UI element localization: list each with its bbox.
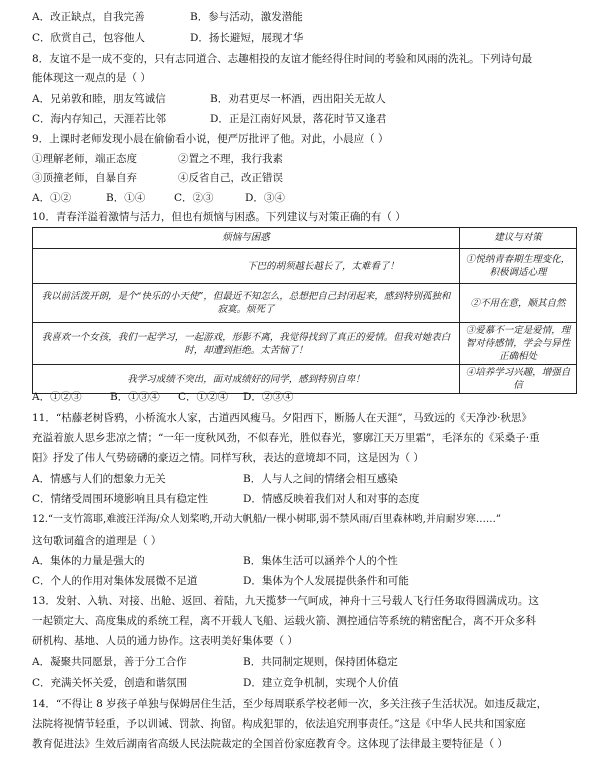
q12-stem-line2: 这句歌词蕴含的道理是（ ） xyxy=(32,535,162,547)
q9-answer-a: A．①② xyxy=(32,192,72,204)
q9-stem: 9．上课时老师发现小晨在偷偷看小说，便严厉批评了他。对此，小晨应（ ） xyxy=(32,133,389,145)
q9-answer-d: D．③④ xyxy=(245,192,285,204)
q9-item-4: ④反省自己，改正错误 xyxy=(178,172,283,184)
q11-stem-line3: 阳》抒发了伟人气势磅礴的豪迈之情。同样写秋，表达的意境却不同，这是因为（ ） xyxy=(32,452,424,464)
table-cell: 我喜欢一个女孩，我们一起学习，一起游戏，形影不离，我觉得找到了真正的爱情。但我对她表白时，却遭到拒绝。太苦恼了！ xyxy=(33,323,460,365)
table-cell: ③爱慕不一定是爱情，理智对待感情，学会与异性正确相处 xyxy=(460,323,577,365)
q11-option-d: D．情感反映着我们对人和对事的态度 xyxy=(243,493,420,505)
q12-stem-line1: 12.“一支竹篙耶,难渡汪洋海/众人划桨哟,开动大帆船/一棵小树耶,弱不禁风雨/百里森林哟,并肩耐岁寒……” xyxy=(32,514,501,525)
q12-option-d: D．集体为个人发展提供条件和可能 xyxy=(243,575,409,587)
q12-option-c: C．个人的作用对集体发展微不足道 xyxy=(32,575,198,587)
q10-stem: 10．青春洋溢着激情与活力，但也有烦恼与困惑。下列建议与对策正确的有（ ） xyxy=(32,211,406,223)
q11-option-c: C．情绪受周围环境影响且具有稳定性 xyxy=(32,493,209,505)
q10-answer-c: C．①②④ xyxy=(178,391,229,403)
q13-stem-line3: 研机构、基地、人员的通力协作。这表明美好集体要（ ） xyxy=(32,635,298,647)
q14-stem-line2: 法院将视情节轻重，予以训诫、罚款、拘留。构成犯罪的，依法追究刑事责任。”这是《中华人民共和国家庭 xyxy=(32,718,526,730)
q7-option-c: C．欣赏自己，包容他人 xyxy=(32,32,146,44)
q10-answer-a: A．①②③ xyxy=(32,391,82,403)
q9-answer-c: C．②③ xyxy=(174,192,214,204)
table-cell: 我以前活泼开朗，是个“快乐的小天使”，但最近不知怎么，总想把自己封闭起来，感到特别孤独和寂寞。烦死了 xyxy=(33,284,460,323)
table-row xyxy=(33,249,577,284)
q14-stem-line1: 14．“不得让 8 岁孩子单独与保姆居住生活，至少每周联系学校老师一次，多关注孩子生活状况。如违反裁定， xyxy=(32,698,548,710)
q13-option-c: C．充满关怀关爱，创造和谐氛围 xyxy=(32,677,188,689)
q7-option-b: B．参与活动，激发潜能 xyxy=(190,11,303,23)
q13-option-b: B．共同制定规则，保持团体稳定 xyxy=(243,656,398,668)
table-header-row xyxy=(33,228,577,249)
q8-option-c: C．海内存知己，天涯若比邻 xyxy=(32,113,167,125)
table-header-cell: 建议与对策 xyxy=(460,228,577,249)
table-row xyxy=(33,323,577,365)
q9-item-2: ②置之不理，我行我素 xyxy=(178,153,283,165)
q11-option-b: B．人与人之间的情绪会相互感染 xyxy=(243,473,398,485)
table-cell: ①悦纳青春期生理变化，积极调适心理 xyxy=(460,249,577,284)
table-cell: 下巴的胡须越长越长了，太难看了！ xyxy=(33,249,460,284)
q14-stem-line3: 教育促进法》生效后湖南省高级人民法院裁定的全国首份家庭教育令。这体现了法律最主要特征是（ ） xyxy=(32,738,508,750)
q12-option-a: A．集体的力量是强大的 xyxy=(32,555,145,567)
q9-item-1: ①理解老师，端正态度 xyxy=(32,153,137,165)
q8-stem-line1: 8．友谊不是一成不变的，只有志同道合、志趣相投的友谊才能经得住时间的考验和风雨的洗礼。下列诗句最 xyxy=(32,53,533,65)
q11-option-a: A．情感与人们的想象力无关 xyxy=(32,473,166,485)
q10-table xyxy=(32,227,577,394)
q12-option-b: B．集体生活可以涵养个人的个性 xyxy=(243,555,398,567)
q8-option-d: D．正是江南好风景，落花时节又逢君 xyxy=(210,113,387,125)
q13-option-d: D．建立竞争机制，实现个人价值 xyxy=(243,677,399,689)
q8-stem-line2: 能体现这一观点的是（ ） xyxy=(32,72,151,84)
q11-stem-line1: 11．“枯藤老树昏鸦，小桥流水人家，古道西风瘦马。夕阳西下，断肠人在天涯”，马致远的《天净沙·秋思》 xyxy=(32,412,532,424)
table-cell: ④培养学习兴趣，增强自信 xyxy=(460,365,577,394)
q13-stem-line2: 一起锁定大、高度集成的系统工程，离不开载人飞船、运载火箭、测控通信等系统的精密配合，离不开众多科 xyxy=(32,615,536,627)
q10-answer-b: B．①③④ xyxy=(110,391,160,403)
q8-option-b: B．劝君更尽一杯酒，西出阳关无故人 xyxy=(210,93,386,105)
q10-answer-d: D．②③④ xyxy=(243,391,294,403)
q7-option-d: D．扬长避短，展现才华 xyxy=(190,32,304,44)
q8-option-a: A．兄弟敦和睦，朋友笃诚信 xyxy=(32,93,166,105)
q11-stem-line2: 充溢着旅人思乡悲凉之情；“一年一度秋风劲，不似春光，胜似春光，寥廓江天万里霜”，毛泽东的《采桑子·重 xyxy=(32,432,540,444)
q9-answer-b: B．①④ xyxy=(106,192,146,204)
table-cell: ②不用在意，顺其自然 xyxy=(460,284,577,323)
q13-stem-line1: 13．发射、入轨、对接、出舱、返回、着陆，九天揽梦一气呵成，神舟十三号载人飞行任务取得圆满成功。这 xyxy=(32,595,539,607)
table-header-cell: 烦恼与困惑 xyxy=(33,228,460,249)
q7-option-a: A．改正缺点，自我完善 xyxy=(32,11,145,23)
table-row xyxy=(33,284,577,323)
q9-item-3: ③顶撞老师，自暴自弃 xyxy=(32,172,137,184)
q13-option-a: A．凝聚共同愿景，善于分工合作 xyxy=(32,656,187,668)
table-cell: 我学习成绩不突出，面对成绩好的同学，感到特别自卑！ xyxy=(33,365,460,394)
